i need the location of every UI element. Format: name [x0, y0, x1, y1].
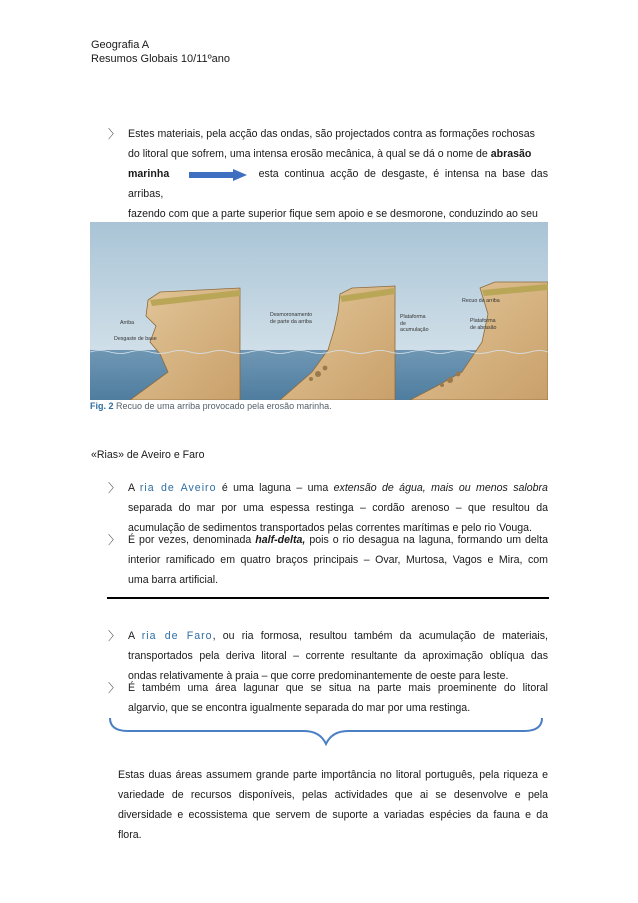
summary-paragraph	[118, 765, 548, 845]
label-plataforma-abrasao: Plataforma de abrasão	[470, 318, 497, 331]
summary-line: flora.	[118, 829, 142, 841]
ria-aveiro-highlight: ria de Aveiro	[139, 482, 217, 494]
aveiro-line: acumulação de sedimentos transportados pelas correntes marítimas e pelo rio Vouga.	[128, 522, 532, 534]
check-bullet-icon: 〉	[108, 481, 121, 495]
header-subject: Geografia A	[91, 39, 150, 51]
aveiro-line: interior ramificado em quatro braços principais – Ovar, Murtosa, Vagos e Mira, com	[128, 554, 548, 566]
cliff-erosion-figure	[90, 222, 548, 414]
label-desmoronamento: Desmoronamento de parte da arriba	[270, 312, 313, 325]
faro-line: A ria de Faro, ou ria formosa, resultou também da acumulação de materiais,	[128, 630, 548, 642]
faro-line: algarvio, que se encontra igualmente separada do mar por uma restinga.	[128, 702, 471, 714]
intro-line: do litoral que sofrem, uma intensa erosão mecânica, à qual se dá o nome de abrasão	[128, 148, 532, 160]
summary-line: diversidade e ecossistema que servem de suporte a variadas espécies da fauna e da	[118, 809, 548, 821]
section-title-rias: «Rias» de Aveiro e Faro	[91, 449, 205, 461]
check-bullet-icon: 〉	[108, 629, 121, 643]
label-arriba: Arriba	[120, 320, 135, 326]
check-bullet-icon: 〉	[108, 127, 121, 141]
faro-line: ondas relativamente à praia – que corre predominantemente de oeste para leste.	[128, 670, 509, 682]
faro-line: transportados pela deriva litoral – corrente resultante da aproximação oblíqua das	[128, 650, 548, 662]
faro-paragraph-1	[108, 626, 548, 686]
aveiro-line: É por vezes, denominada half-delta, pois o rio desagua na laguna, formando um delta	[128, 534, 548, 546]
right-arrow-icon	[189, 168, 247, 180]
faro-paragraph-2	[108, 678, 548, 718]
aveiro-line: separada do mar por uma espessa restinga – cordão arenoso – que resultou da	[128, 502, 548, 514]
curly-brace-icon	[108, 716, 544, 746]
aveiro-paragraph-2	[108, 530, 548, 590]
intro-line: fazendo com que a parte superior fique sem apoio e se desmorone, conduzindo ao seu	[128, 208, 538, 220]
summary-line: variedade de recursos disponíveis, pelas actividades que ai se desenvolve e pela	[118, 789, 548, 801]
label-desgaste-base: Desgaste de base	[114, 336, 157, 342]
header-course: Resumos Globais 10/11ºano	[91, 53, 230, 65]
faro-line: É também uma área lagunar que se situa na parte mais proeminente do litoral	[128, 682, 548, 694]
ria-faro-highlight: ria de Faro	[141, 630, 213, 642]
intro-line: marinha esta continua acção de desgaste, é intensa na base das arribas,	[128, 168, 548, 200]
section-divider	[107, 597, 549, 599]
summary-line: Estas duas áreas assumem grande parte importância no litoral português, pela riqueza e	[118, 769, 548, 781]
check-bullet-icon: 〉	[108, 681, 121, 695]
label-recuo-arriba: Recuo da arriba	[462, 298, 500, 304]
figure-caption: Fig. 2 Recuo de uma arriba provocado pela erosão marinha.	[90, 401, 332, 411]
aveiro-paragraph-1	[108, 478, 548, 538]
intro-line: Estes materiais, pela acção das ondas, são projectados contra as formações rochosas	[128, 128, 535, 140]
check-bullet-icon: 〉	[108, 533, 121, 547]
aveiro-line: A ria de Aveiro é uma laguna – uma extensão de água, mais ou menos salobra	[128, 482, 548, 494]
label-plataforma-acumulacao: Plataforma de acumulação	[400, 314, 429, 333]
aveiro-line: uma barra artificial.	[128, 574, 219, 586]
